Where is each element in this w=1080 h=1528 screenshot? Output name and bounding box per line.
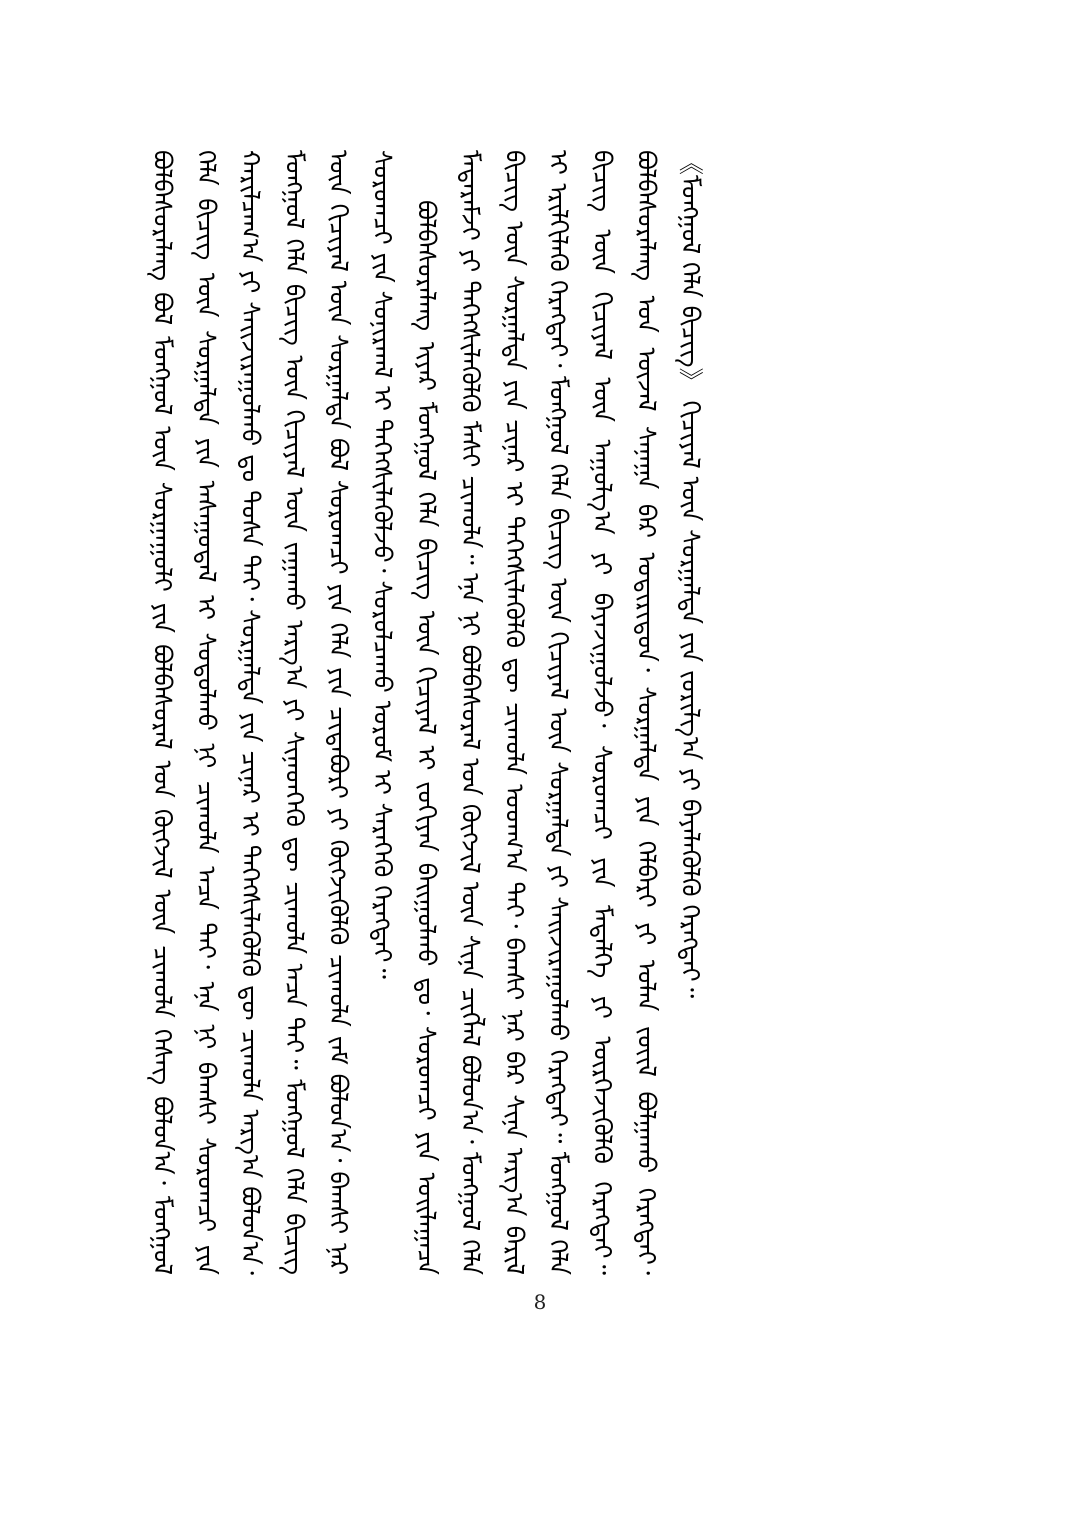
paragraph-1: ᠪᠣᠯᠪᠠᠰᠤᠷᠠᠯᠠᠩ ᠪᠣᠯ ᠮᠣᠩᠭᠣᠯ ᠦᠨ ᠰᠤᠷᠭᠠᠭᠤᠯᠢ ᠶᠢᠨ ᠪᠣᠯᠪᠠᠰᠤᠷᠠᠯ ᠤᠨ ᠬᠥᠭᠵᠢᠯ ᠦᠨ ᠴᠢᠬᠤᠯᠠ ᠬᠡᠰᠡᠭ ᠪᠣᠯᠤᠨ᠎ᠠ᠂ ᠮᠣᠩᠭᠣᠯ ᠬᠡᠯᠡ ᠪᠢᠴᠢᠭ ᠦᠨ ᠰᠤᠷᠭᠠᠯᠲᠠ ᠶᠢᠨ ᠠᠰᠠᠭᠤᠳᠠᠯ ᠢ ᠰᠤᠳᠤᠯᠬᠤ ᠨᠢ ᠴᠢᠬᠤᠯᠠ ᠠᠴᠠ ᠲᠠᠢ᠂ ᠡᠨᠡ ᠨᠢ ᠪᠠᠭᠰᠢ ᠰᠤᠷᠤᠭᠴᠢ ᠶᠢᠨ ᠬᠠᠷᠢᠯᠴᠠᠭ᠎ᠠ ᠶᠢ ᠰᠠᠢᠵᠢᠷᠠᠭᠤᠯᠬᠤ ᠳᠤ ᠲᠤᠰᠠ ᠲᠠᠢ᠂ ᠰᠤᠷᠭᠠᠯᠲᠠ ᠶᠢᠨ ᠴᠢᠨᠠᠷ ᠢ ᠳᠡᠭᠡᠭᠰᠢᠯᠡᠭᠦᠯᠬᠦ ᠳᠦ ᠴᠢᠬᠤᠯᠠ ᠠᠷᠭ᠎ᠠ ᠪᠣᠯᠤᠨ᠎ᠠ᠂ ᠮᠣᠩᠭᠣᠯ ᠬᠡᠯᠡ ᠪᠢᠴᠢᠭ ᠦᠨ ᠬᠢᠴᠢᠶᠡᠯ ᠦᠨ ᠵᠠᠭᠠᠬᠤ ᠠᠷᠭ᠎ᠠ ᠶᠢ ᠰᠢᠨᠡᠳᠬᠡᠬᠦ ᠳᠦ ᠴᠢᠬᠤᠯᠠ ᠠᠴᠠ ᠲᠠᠢ᠃ ᠮᠣᠩᠭᠣᠯ ᠬᠡᠯᠡ ᠪᠢᠴᠢᠭ ᠦᠨ ᠬᠢᠴᠢᠶᠡᠯ ᠦᠨ ᠰᠤᠷᠭᠠᠯᠲᠠ ᠪᠣᠯ ᠰᠤᠷᠤᠭᠴᠢ ᠶᠢᠨ ᠬᠡᠯᠡ ᠶᠢᠨ ᠴᠢᠳᠠᠪᠤᠷᠢ ᠶᠢ ᠬᠥᠭᠵᠢᠭᠦᠯᠬᠦ ᠴᠢᠬᠤᠯᠠ ᠵᠠᠮ ᠪᠣᠯᠤᠨ᠎ᠠ᠂ ᠪᠠᠭᠰᠢ ᠨᠠᠷ ᠰᠤᠷᠤᠭᠴᠢ ᠶᠢᠨ ᠰᠣᠨᠢᠷᠬᠠᠯ ᠢ ᠳᠡᠭᠡᠭᠰᠢᠯᠡᠭᠦᠯᠵᠦ᠂ ᠰᠤᠷᠤᠯᠴᠠᠬᠤ ᠤᠷᠤᠮ ᠢ ᠰᠡᠷᠡᠭᠡᠬᠦ ᠬᠡᠷᠡᠭᠲᠡᠢ᠃ bbox=[148, 150, 397, 1275]
paragraph-2: ᠪᠣᠯᠪᠠᠰᠤᠷᠠᠯᠠᠩ ᠢᠶᠡᠷ ᠮᠣᠩᠭᠣᠯ ᠬᠡᠯᠡ ᠪᠢᠴᠢᠭ ᠦᠨ ᠬᠢᠴᠢᠶᠡᠯ ᠢ ᠵᠣᠬᠢᠶᠠᠨ ᠪᠠᠢᠭᠤᠯᠬᠤ ᠳᠤ᠂ ᠰᠤᠷᠤᠭᠴᠢ ᠶᠢᠨ ᠤᠢᠯᠠᠭᠠᠴᠠ ᠮᠡᠳᠡᠷᠡᠮᠵᠢ ᠶᠢ ᠳᠡᠭᠡᠭᠰᠢᠯᠡᠭᠦᠯᠬᠦ ᠮᠠᠰᠢ ᠴᠢᠬᠤᠯᠠ᠃ ᠡᠨᠡ ᠨᠢ ᠪᠣᠯᠪᠠᠰᠤᠷᠠᠯ ᠤᠨ ᠬᠥᠭᠵᠢᠯ ᠦᠨ ᠰᠢᠨᠡ ᠴᠢᠭᠯᠡᠯ ᠪᠣᠯᠤᠨ᠎ᠠ᠂ ᠮᠣᠩᠭᠣᠯ ᠬᠡᠯᠡ ᠪᠢᠴᠢᠭ ᠦᠨ ᠰᠤᠷᠭᠠᠯᠲᠠ ᠶᠢᠨ ᠴᠢᠨᠠᠷ ᠢ ᠳᠡᠭᠡᠭᠰᠢᠯᠡᠭᠦᠯᠬᠦ ᠳᠦ ᠴᠢᠬᠤᠯᠠ ᠤᠳᠬ᠎ᠠ ᠲᠠᠢ᠂ ᠪᠠᠭᠰᠢ ᠨᠠᠷ ᠪᠠᠷ ᠰᠢᠨᠡ ᠠᠷᠭ᠎ᠠ ᠪᠠᠷᠢᠯ ᠢ ᠡᠷᠢᠯᠬᠢᠯᠡᠬᠦ ᠬᠡᠷᠡᠭᠲᠡᠢ᠂ ᠮᠣᠩᠭᠣᠯ ᠬᠡᠯᠡ ᠪᠢᠴᠢᠭ ᠦᠨ ᠬᠢᠴᠢᠶᠡᠯ ᠦᠨ ᠰᠤᠷᠭᠠᠯᠲᠠ ᠶᠢ ᠰᠠᠢᠵᠢᠷᠠᠭᠤᠯᠬᠤ ᠬᠡᠷᠡᠭᠲᠡᠢ᠃ ᠮᠣᠩᠭᠣᠯ ᠬᠡᠯᠡ ᠪᠢᠴᠢᠭ ᠦᠨ ᠬᠢᠴᠢᠶᠡᠯ ᠦᠨ ᠠᠭᠤᠯᠭ᠎ᠠ ᠶᠢ ᠪᠠᠶᠠᠵᠢᠭᠤᠯᠵᠤ᠂ ᠰᠤᠷᠤᠭᠴᠢ ᠶᠢᠨ ᠮᠡᠳᠡᠯᠭᠡ ᠶᠢ ᠥᠷᠭᠡᠵᠢᠭᠦᠯᠬᠦ ᠬᠡᠷᠡᠭᠲᠡᠢ᠃ ᠪᠣᠯᠪᠠᠰᠤᠷᠠᠯᠠᠩ ᠤᠨ ᠦᠵᠡᠯ ᠰᠠᠨᠠᠭᠠ ᠪᠠᠷ ᠤᠳᠢᠷᠢᠳᠤᠨ᠂ ᠰᠤᠷᠭᠠᠯᠲᠠ ᠶᠢᠨ ᠬᠡᠯᠪᠡᠷᠢ ᠶᠢ ᠣᠯᠠᠨ ᠵᠦᠢᠯ ᠪᠣᠯᠭᠠᠬᠤ ᠬᠡᠷᠡᠭᠲᠡᠢ᠂ 《ᠮᠣᠩᠭᠣᠯ ᠬᠡᠯᠡ ᠪᠢᠴᠢᠭ》 ᠬᠢᠴᠢᠶᠡᠯ ᠦᠨ ᠰᠤᠷᠭᠠᠯᠲᠠ ᠶᠢᠨ ᠵᠣᠷᠢᠯᠭ᠎ᠠ ᠶᠢ ᠪᠡᠶᠡᠯᠡᠭᠦᠯᠬᠦ ᠬᠡᠷᠡᠭᠲᠡᠢ᠃ bbox=[412, 150, 705, 1275]
mongolian-text-body bbox=[140, 150, 950, 1275]
page-number: 8 bbox=[533, 1290, 547, 1314]
